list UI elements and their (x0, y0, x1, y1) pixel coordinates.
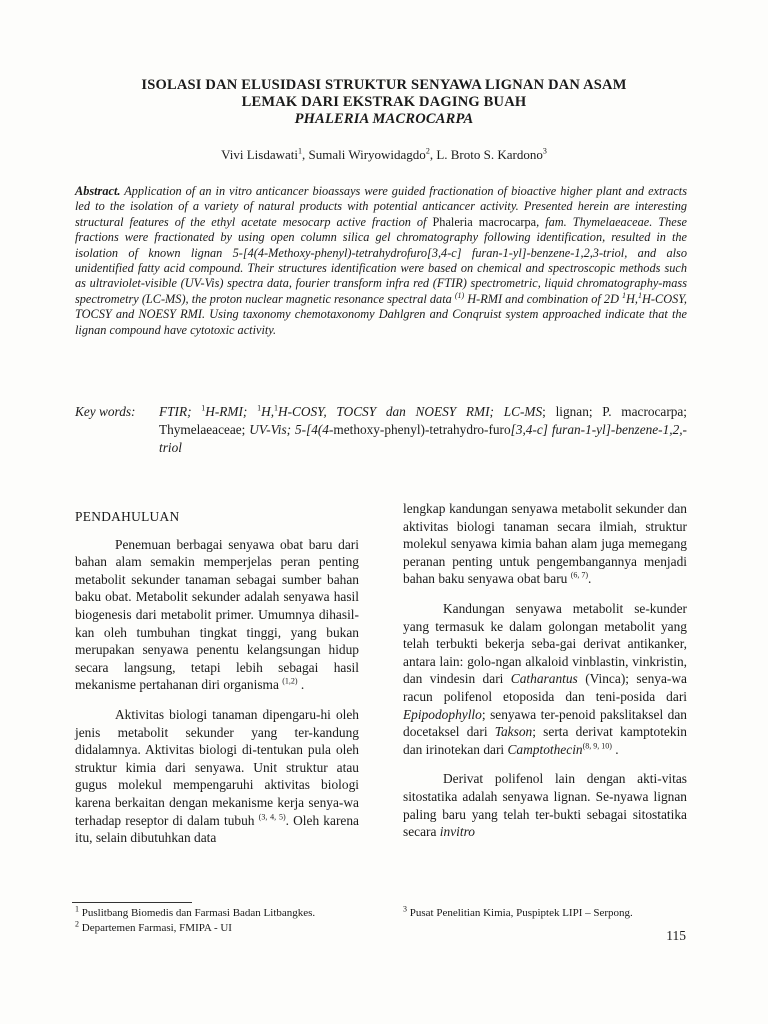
kw-1: FTIR; (159, 404, 202, 419)
kw-8: )-tetrahydro-furo (420, 422, 511, 437)
left-paragraph-1 (75, 536, 359, 694)
right-p2-a: Kandungan senyawa metabolit se-kunder yang termasuk ke dalam golongan metabolit yang telah terbukti bekerja seba-gai derivat antikanker, antara lain: golo-ngan alkaloid vinblastin, vinkristin, dan vindesin dari (403, 600, 687, 687)
left-column (75, 508, 359, 847)
abstract-text-2: , fam. Thymelaeaceae. These fractions were fractionated by using open column silica gel chromatography following identification, resulted in the isolation of known lignan 5-[4(4-Methoxy-phenyl)-tetrahydrofuro[3,4-c] furan-1-yl]-benzene-1,2,3-triol, and also unidentified fatty acid compound. Their structures identification were based on chemical and spectroscopic methods such as ultraviolet-visible (UV-Vis) spectra data, fourier transform infra red (FTIR) spectrometric, liquid chromatography-mass spectrometry (LC-MS), the proton nuclear magnetic resonance spectral data (75, 214, 687, 306)
author-3: , L. Broto S. Kardono (429, 147, 543, 162)
right-paragraph-2 (403, 600, 687, 758)
footnote-3 (403, 906, 693, 921)
footnote-2-text: Departemen Farmasi, FMIPA - UI (79, 921, 232, 934)
kw-7: methoxy-phenyl (333, 422, 421, 437)
author-1: Vivi Lisdawati (221, 147, 298, 162)
abstract-sup-3: 1 (638, 290, 643, 300)
footnote-rule (72, 902, 192, 903)
author-1-affil: 1 (298, 146, 302, 156)
author-list (0, 147, 768, 163)
right-paragraph-3 (403, 770, 687, 840)
right-p3-a: Derivat polifenol lain dengan akti-vitas sitostatika adalah senyawa lignan. Se-nyawa lignan paling baru yang telah ter-bukti sebagai sitostatika secara (403, 771, 687, 840)
abstract-species: Phaleria macrocarpa (432, 214, 537, 229)
left-p2-end: . Oleh karena itu, selain dibutuhkan data (75, 812, 359, 846)
title-line-2: LEMAK DARI EKSTRAK DAGING BUAH (241, 94, 527, 110)
keywords-list (159, 403, 687, 457)
paper-title (0, 77, 768, 128)
kw-2: H-RMI; (205, 404, 258, 419)
right-p2-i1: Catharantus (510, 671, 578, 687)
kw-sup-2: 1 (257, 403, 262, 413)
keywords (75, 403, 687, 457)
right-p1-ref: (6, 7) (570, 570, 589, 580)
abstract-text-4: H, (626, 291, 639, 306)
abstract-text-3: H-RMI and combination of 2D (464, 291, 623, 306)
kw-5: ; lignan; P. macrocarpa; Thymelaeaceae; (159, 404, 687, 437)
author-3-affil: 3 (542, 146, 547, 156)
right-p2-i2: Epipodophyllo (403, 706, 482, 722)
left-p1-end: . (297, 677, 305, 693)
right-p1-text: lengkap kandungan senyawa metabolit sekunder dan aktivitas biologi tanaman secara ilmiah, struktur molekul senyawa kimia bahan alam juga memegang peranan penting untuk pengembangannya menjadi bahan baku senyawa obat baru (403, 501, 687, 587)
right-p2-d: ; serta derivat kamptotekin dan irinotekan dari (403, 724, 687, 757)
footnote-1 (75, 906, 335, 921)
left-p2-text: Aktivitas biologi tanaman dipengaru-hi oleh jenis metabolit sekunder yang ter-kandung didalamnya. Aktivitas biologi di-tentukan pula oleh struktur kimia dari senyawa. Unit struktur atau gugus molekul mempengaruhi aktivitas biologi karena berkaitan dengan mekanisme kerja senya-wa terhadap reseptor di dalam tubuh (75, 706, 359, 828)
footnote-3-num: 3 (403, 904, 407, 914)
title-line-1: ISOLASI DAN ELUSIDASI STRUKTUR SENYAWA LIGNAN DAN ASAM (141, 77, 627, 93)
abstract (75, 184, 687, 338)
author-2-affil: 2 (425, 146, 430, 156)
abstract-text-5: H-COSY, TOCSY and NOESY RMI. Using taxonomy chemotaxonomy Dahlgren and Conqruist system approached indicate that the lignan compound have cytotoxic activity. (75, 291, 688, 337)
section-heading: PENDAHULUAN (75, 509, 180, 524)
right-column (403, 500, 687, 841)
title-line-3: PHALERIA MACROCARPA (294, 111, 474, 127)
right-p2-ref: (8, 9, 10) (582, 741, 612, 751)
kw-4: H-COSY, TOCSY dan NOESY RMI; LC-MS (278, 404, 543, 419)
right-p1-end: . (588, 571, 592, 587)
left-p1-ref: (1,2) (282, 676, 298, 686)
right-p3-i: invitro (439, 824, 476, 840)
right-p2-end: . (611, 741, 619, 757)
page-number: 115 (666, 928, 686, 943)
keywords-label: Key words: (75, 404, 136, 419)
abstract-sup-1: (1) (454, 290, 465, 300)
left-p2-ref: (3, 4, 5) (258, 812, 286, 822)
abstract-sup-2: 1 (622, 290, 627, 300)
kw-6: UV-Vis; 5-[4(4- (249, 422, 334, 437)
footnote-1-num: 1 (75, 904, 79, 914)
footnote-2 (75, 918, 335, 936)
footnote-2-num: 2 (75, 918, 79, 928)
footnote-3-text: Pusat Penelitian Kimia, Puspiptek LIPI – Serpong. (407, 907, 633, 919)
left-paragraph-2 (75, 706, 359, 847)
abstract-text-1: Application of an in vitro anticancer bioassays were guided fractionation of bioactive higher plant and extracts led to the isolation of a variety of natural products with potential anticancer activity. Presented herein are interesting structural features of the ethyl acetate mesocarp active fraction of (75, 184, 687, 229)
author-2: , Sumali Wiryowidagdo (302, 147, 426, 162)
right-p2-i4: Camptothecin (507, 741, 583, 757)
kw-sup-3: 1 (274, 403, 279, 413)
right-paragraph-1 (403, 500, 687, 588)
kw-9: [3,4-c] furan-1-yl]-benzene-1,2,-triol (159, 422, 687, 455)
footnote-1-text: Puslitbang Biomedis dan Farmasi Badan Litbangkes. (79, 907, 316, 919)
kw-3: H, (261, 404, 275, 419)
footnotes-left (75, 906, 335, 935)
right-p2-b: (Vinca); senya-wa racun polifenol etoposida dan teni-posida dari (403, 671, 687, 704)
abstract-label: Abstract. (75, 184, 121, 198)
kw-sup-1: 1 (201, 403, 206, 413)
right-p2-c: ; senyawa ter-penoid pakslitaksel dan docetaksel dari (403, 706, 687, 740)
left-p1-text: Penemuan berbagai senyawa obat baru dari bahan alam semakin memperjelas peran penting metabolit sekunder tanaman sebagai sumber bahan baku obat. Metabolit sekunder adalah senyawa hasil biogenesis dari metabolit primer. Umumnya dihasil-kan oleh tumbuhan tingkat tinggi, yang bukan merupakan senyawa penentu kelangsungan hidup secara langsung, tetapi lebih sebagai hasil mekanisme pertahanan diri organisma (75, 536, 359, 693)
right-p2-i3: Takson (494, 724, 533, 740)
